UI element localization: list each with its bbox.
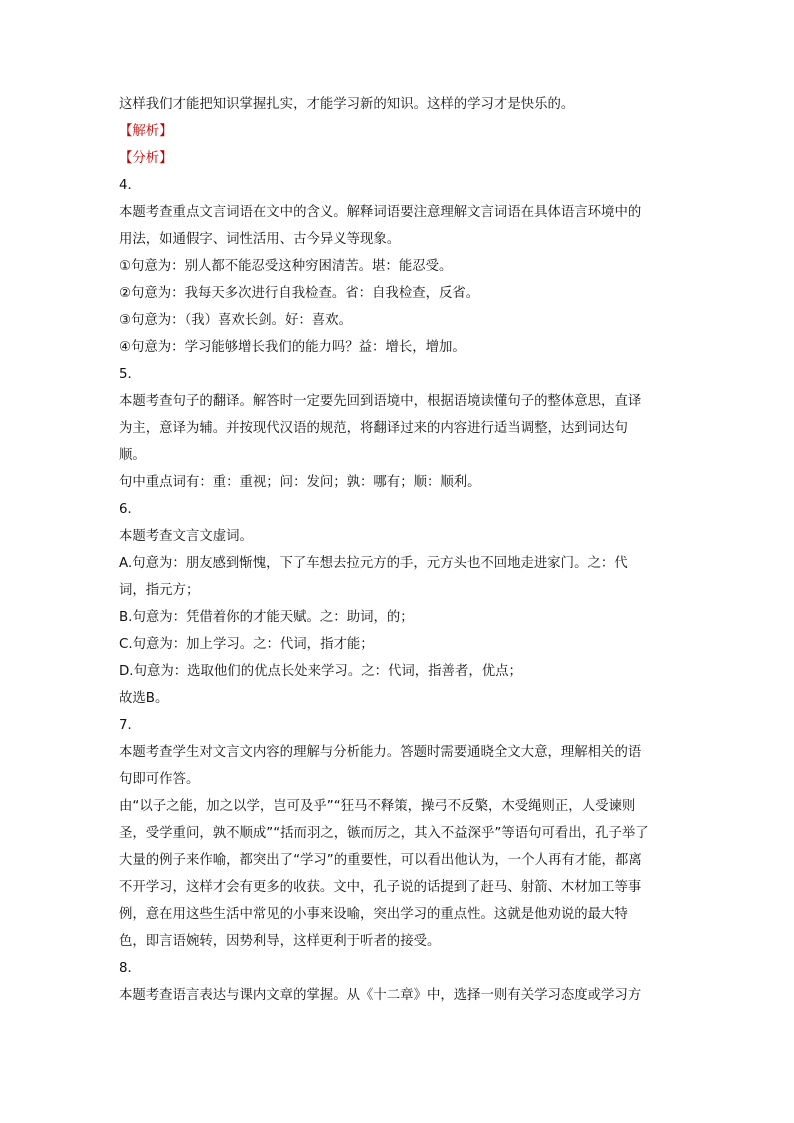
question-number-8: 8．: [119, 961, 141, 976]
q6-option-d: D.句意为：选取他们的优点长处来学习。之：代词，指善者，优点；: [119, 664, 522, 679]
q7-body-line-6: 色，即言语婉转，因势利导，这样更利于听者的接受。: [119, 934, 441, 949]
q6-option-a-line-1: A.句意为：朋友感到惭愧，下了车想去拉元方的手，元方头也不回地走进家门。之：代: [119, 556, 628, 571]
q4-item-3: ③句意为：（我）喜欢长剑。好：喜欢。: [119, 313, 352, 328]
q7-analysis-line-1: 本题考查学生对文言文内容的理解与分析能力。答题时需要通晓全文大意，理解相关的语: [119, 745, 642, 760]
q7-analysis-line-2: 句即可作答。: [119, 772, 200, 787]
q7-body-line-4: 不开学习，这样才会有更多的收获。文中，孔子说的话提到了赶马、射箭、木材加工等事: [119, 880, 642, 895]
q7-body-line-5: 例，意在用这些生活中常见的小事来设喻，突出学习的重点性。这就是他劝说的最大特: [119, 907, 628, 922]
q5-analysis-line-2: 为主，意译为辅。并按现代汉语的规范，将翻译过来的内容进行适当调整，达到词达句: [119, 421, 628, 436]
q5-analysis-line-3: 顺。: [119, 448, 146, 463]
q4-analysis-line-1: 本题考查重点文言词语在文中的含义。解释词语要注意理解文言词语在具体语言环境中的: [119, 205, 642, 220]
question-number-6: 6．: [119, 502, 141, 517]
q7-body-line-2: 圣，受学重问，孰不顺成”“括而羽之，镞而厉之，其入不益深乎”等语句可看出，孔子举了: [119, 826, 649, 841]
intro-text: 这样我们才能把知识掌握扎实，才能学习新的知识。这样的学习才是快乐的。: [119, 97, 575, 112]
question-number-4: 4．: [119, 178, 141, 193]
q7-body-line-1: 由“以子之能，加之以学，岂可及乎”“狂马不释策，操弓不反檠，木受绳则正，人受谏则: [119, 799, 636, 814]
question-number-7: 7．: [119, 718, 141, 733]
fenxi-tag: 【分析】: [119, 151, 173, 166]
q6-option-c: C.句意为：加上学习。之：代词，指才能；: [119, 637, 374, 652]
q6-answer: 故选B。: [119, 691, 169, 706]
q7-body-line-3: 大量的例子来作喻，都突出了“学习”的重要性，可以看出他认为，一个人再有才能，都离: [119, 853, 642, 868]
q6-option-a-line-2: 词，指元方；: [119, 583, 200, 598]
q4-item-2: ②句意为：我每天多次进行自我检查。省：自我检查，反省。: [119, 286, 480, 301]
document-body: [119, 91, 679, 1009]
jiexi-tag: 【解析】: [119, 124, 173, 139]
q8-analysis: 本题考查语言表达与课内文章的掌握。从《十二章》中，选择一则有关学习态度或学习方: [119, 988, 642, 1003]
q5-analysis-line-1: 本题考查句子的翻译。解答时一定要先回到语境中，根据语境读懂句子的整体意思，直译: [119, 394, 642, 409]
q4-item-4: ④句意为：学习能够增长我们的能力吗？益：增长，增加。: [119, 340, 466, 355]
question-number-5: 5．: [119, 367, 141, 382]
q4-analysis-line-2: 用法，如通假字、词性活用、古今异义等现象。: [119, 232, 401, 247]
q6-analysis: 本题考查文言文虚词。: [119, 529, 253, 544]
q6-option-b: B.句意为：凭借着你的才能天赋。之：助词，的；: [119, 610, 414, 625]
q5-keywords: 句中重点词有：重：重视；问：发问；孰：哪有；顺：顺利。: [119, 475, 481, 490]
q4-item-1: ①句意为：别人都不能忍受这种穷困清苦。堪：能忍受。: [119, 259, 453, 274]
